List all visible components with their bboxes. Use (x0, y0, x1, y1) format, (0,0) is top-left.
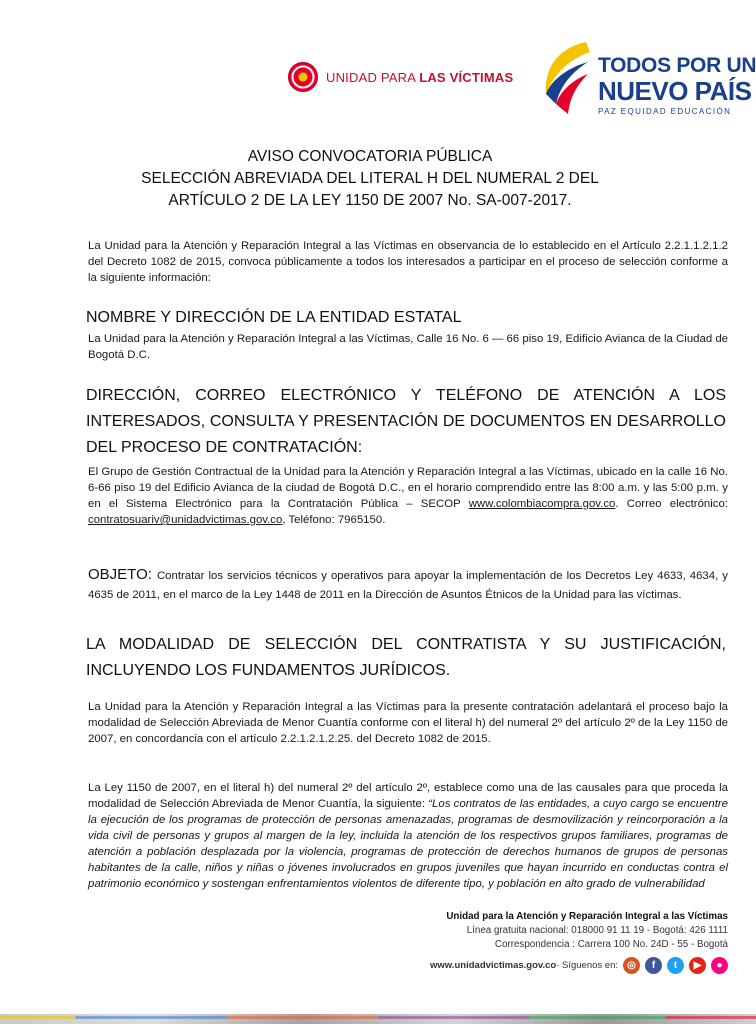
flickr-icon[interactable]: ● (711, 957, 728, 974)
section2-heading: DIRECCIÓN, CORREO ELECTRÓNICO Y TELÉFONO DE ATENCIÓN A LOS INTERESADOS, CONSULTA Y PRESENTACIÓN DE DOCUMENTOS EN DESARROLLO DEL PROCESO DE CONTRATACIÓN: (86, 387, 726, 456)
footer-website[interactable]: www.unidadvictimas.gov.co (430, 960, 557, 971)
section1-body: La Unidad para la Atención y Reparación Integral a las Víctimas, Calle 16 No. 6 — 66 piso 19, Edificio Avianca de la Ciudad de Bogotá D.C. (88, 333, 728, 361)
bottom-color-strip (0, 1016, 756, 1019)
logo-text-b: LAS VÍCTIMAS (419, 69, 514, 85)
section2-body-a: El Grupo de Gestión Contractual de la Unidad para la Atención y Reparación Integral a las Víctimas, ubicado en la calle 16 No. 6-66 piso 19 del Edificio Avianca de la ciudad de Bogotá D.C., en el horario comprendido entre las 8:00 a.m. y las 5:00 p.m. y en el Sistema Electrónico para la Contratación Pública – SECOP (88, 466, 728, 510)
footer-line3: Correspondencia : Carrera 100 No. 24D - 55 - Bogotá (494, 939, 728, 950)
footer-follow: · Síguenos en: (556, 960, 618, 971)
email-link[interactable]: contratosuariv@unidadvictimas.gov.co (88, 514, 283, 526)
logo-text-a: UNIDAD PARA (326, 69, 420, 85)
objeto-label: OBJETO: (88, 566, 157, 583)
twitter-icon[interactable]: t (667, 957, 684, 974)
footer-line1 (446, 910, 728, 924)
youtube-icon[interactable]: ▶ (689, 957, 706, 974)
objeto-body: Contratar los servicios técnicos y operativos para apoyar la implementación de los Decretos Ley 4633, 4634, y 4635 de 2011, en el marco de la Ley 1448 de 2011 en la Dirección de Asuntos Étnicos de la Unidad para las víctimas. (88, 570, 728, 601)
intro-paragraph: La Unidad para la Atención y Reparación Integral a las Víctimas en observancia de lo establecido en el Artículo 2.2.1.1.2.1.2 del Decreto 1082 de 2015, convoca públicamente a todos los interesados a participar en el proceso de selección conforme a la siguiente información: (88, 240, 728, 284)
footer-contact (446, 910, 728, 952)
logo-right-line2: NUEVO PAÍS (598, 76, 752, 106)
colombia-seal-icon (288, 62, 318, 92)
colombia-swoosh-icon (538, 38, 598, 120)
section2-body (88, 464, 728, 528)
footer-org-name: Unidad para la Atención y Reparación Integral a las Víctimas (446, 911, 728, 922)
unidad-victimas-logo-text (326, 70, 513, 85)
section4-para2-quote: “Los contratos de las entidades, a cuyo cargo se encuentre la ejecución de los programas de protección de personas amenazadas, programas de desmovilización y reincorporación a la vida civil de personas y grupos al margen de la ley, incluida la atención de los respectivos grupos familiares, programas de atención a población desplazada por la violencia, programas de protección de derechos humanos de grupos de personas habitantes de la calle, niños y niñas o jóvenes involucrados en grupos juveniles que hayan incurrido en conductas contra el patrimonio económico y sostengan enfrentamientos violentos de diferente tipo, y población en alto grado de vulnerabilidad (88, 798, 728, 890)
section2-body-b: . Correo electrónico: (615, 498, 728, 510)
todos-por-un-nuevo-pais-logo (538, 38, 756, 120)
section4-heading: LA MODALIDAD DE SELECCIÓN DEL CONTRATISTA Y SU JUSTIFICACIÓN, INCLUYENDO LOS FUNDAMENTOS JURÍDICOS. (86, 636, 726, 679)
section2-body-c: , Teléfono: 7965150. (282, 514, 386, 526)
title-line1: AVISO CONVOCATORIA PÚBLICA (247, 148, 493, 165)
section4-para2 (88, 780, 728, 892)
section3-objeto (88, 565, 728, 605)
footer-line2: Línea gratuita nacional: 018000 91 11 19 - Bogotá: 426 1111 (466, 925, 728, 936)
instagram-icon[interactable]: ◎ (623, 957, 640, 974)
logo-right-line1: TODOS POR UN (598, 54, 756, 77)
section4-para1: La Unidad para la Atención y Reparación Integral a las Víctimas para la presente contratación adelantará el proceso bajo la modalidad de Selección Abreviada de Menor Cuantía conforme con el literal h) del numeral 2º del artículo 2º de la Ley 1150 de 2007, en concordancia con el artículo 2.2.1.2.1.2.25. del Decreto 1082 de 2015. (88, 701, 728, 745)
logo-right-tagline: PAZ EQUIDAD EDUCACIÓN (598, 107, 732, 116)
facebook-icon[interactable]: f (645, 957, 662, 974)
section1-heading: NOMBRE Y DIRECCIÓN DE LA ENTIDAD ESTATAL (86, 309, 462, 326)
secop-link[interactable]: www.colombiacompra.gov.co (468, 498, 616, 510)
title-line2: SELECCIÓN ABREVIADA DEL LITERAL H DEL NUMERAL 2 DEL (141, 170, 599, 187)
section4-para2-plain: La Ley 1150 de 2007, en el literal h) del numeral 2º del artículo 2º, establece como una de las causales para que proceda la modalidad de Selección Abreviada de Menor Cuantía, la siguiente: (88, 782, 728, 810)
unidad-victimas-logo (288, 62, 513, 92)
footer-social-row (430, 957, 728, 974)
title-line3: ARTÍCULO 2 DE LA LEY 1150 DE 2007 No. SA-007-2017. (168, 192, 572, 209)
document-title (40, 146, 700, 212)
